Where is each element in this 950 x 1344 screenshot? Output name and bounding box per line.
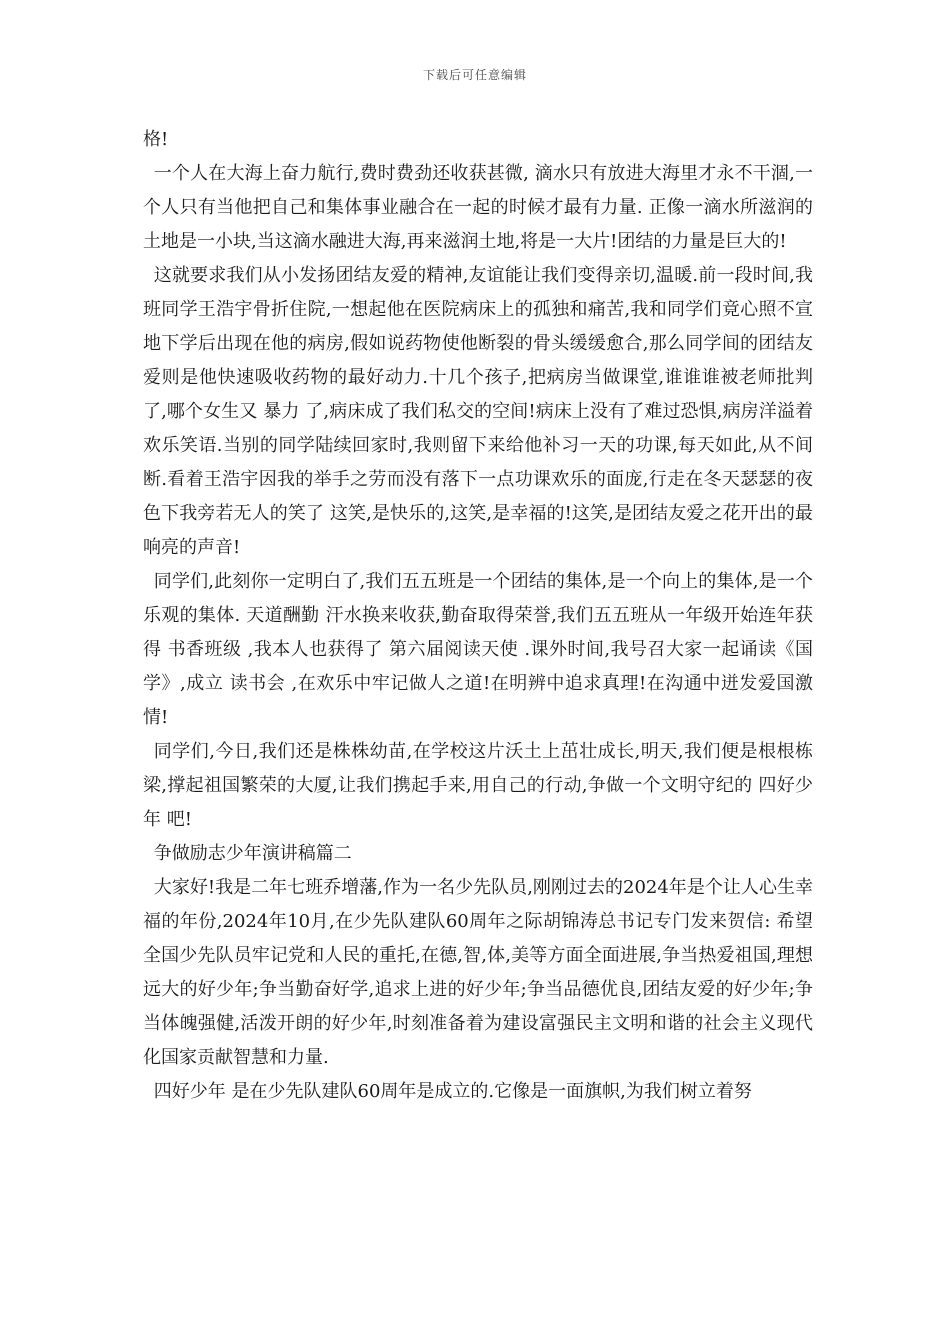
paragraph-7: 四好少年 是在少先队建队60周年是成立的.它像是一面旗帜,为我们树立着努: [153, 1081, 752, 1102]
paragraph-4: 同学们,此刻你一定明白了,我们五五班是一个团结的集体,是一个向上的集体,是一个乐观的集体. 天道酬勤 汗水换来收获,勤奋取得荣誉,我们五五班从一年级开始连年获得 书香班级 ,我本人也获得了 第六届阅读天使 .课外时间,我号召大家一起诵读《国学》,成立 读书会 ,在欢乐中牢记做人之道!在明辨中追求真理!在沟通中迸发爱国激情!: [143, 571, 813, 728]
paragraph-2: 一个人在大海上奋力航行,费时费劲还收获甚微, 滴水只有放进大海里才永不干涸,一个人只有当他把自己和集体事业融合在一起的时候才最有力量. 正像一滴水所滋润的土地是一小块,当这滴水融进大海,再来滋润土地,将是一大片!团结的力量是巨大的!: [143, 163, 813, 252]
paragraph-1: 格!: [143, 129, 169, 150]
document-body: [143, 123, 813, 1109]
paragraph-5: 同学们,今日,我们还是株株幼苗,在学校这片沃土上茁壮成长,明天,我们便是根根栋梁,撑起祖国繁荣的大厦,让我们携起手来,用自己的行动,争做一个文明守纪的 四好少年 吧!: [143, 741, 813, 830]
page-header: 下载后可任意编辑: [422, 68, 527, 82]
section-heading: 争做励志少年演讲稿篇二: [153, 843, 352, 864]
paragraph-6: 大家好!我是二年七班乔增藩,作为一名少先队员,刚刚过去的2024年是个让人心生幸福的年份,2024年10月,在少先队建队60周年之际胡锦涛总书记专门发来贺信: 希望全国少先队员牢记党和人民的重托,在德,智,体,美等方面全面进展,争当热爱祖国,理想远大的好少年;争当勤奋好学,追求上进的好少年;争当品德优良,团结友爱的好少年;争当体魄强健,活泼开朗的好少年,时刻准备着为建设富强民主文明和谐的社会主义现代化国家贡献智慧和力量.: [143, 877, 813, 1068]
paragraph-3: 这就要求我们从小发扬团结友爱的精神,友谊能让我们变得亲切,温暖.前一段时间,我班同学王浩宇骨折住院,一想起他在医院病床上的孤独和痛苦,我和同学们竟心照不宣地下学后出现在他的病房,假如说药物使他断裂的骨头缓缓愈合,那么同学间的团结友爱则是他快速吸收药物的最好动力.十几个孩子,把病房当做课堂,谁谁谁被老师批判了,哪个女生又 暴力 了,病床成了我们私交的空间!病床上没有了难过恐惧,病房洋溢着欢乐笑语.当别的同学陆续回家时,我则留下来给他补习一天的功课,每天如此,从不间断.看着王浩宇因我的举手之劳而没有落下一点功课欢乐的面庞,行走在冬天瑟瑟的夜色下我旁若无人的笑了 这笑,是快乐的,这笑,是幸福的!这笑,是团结友爱之花开出的最响亮的声音!: [143, 265, 813, 558]
